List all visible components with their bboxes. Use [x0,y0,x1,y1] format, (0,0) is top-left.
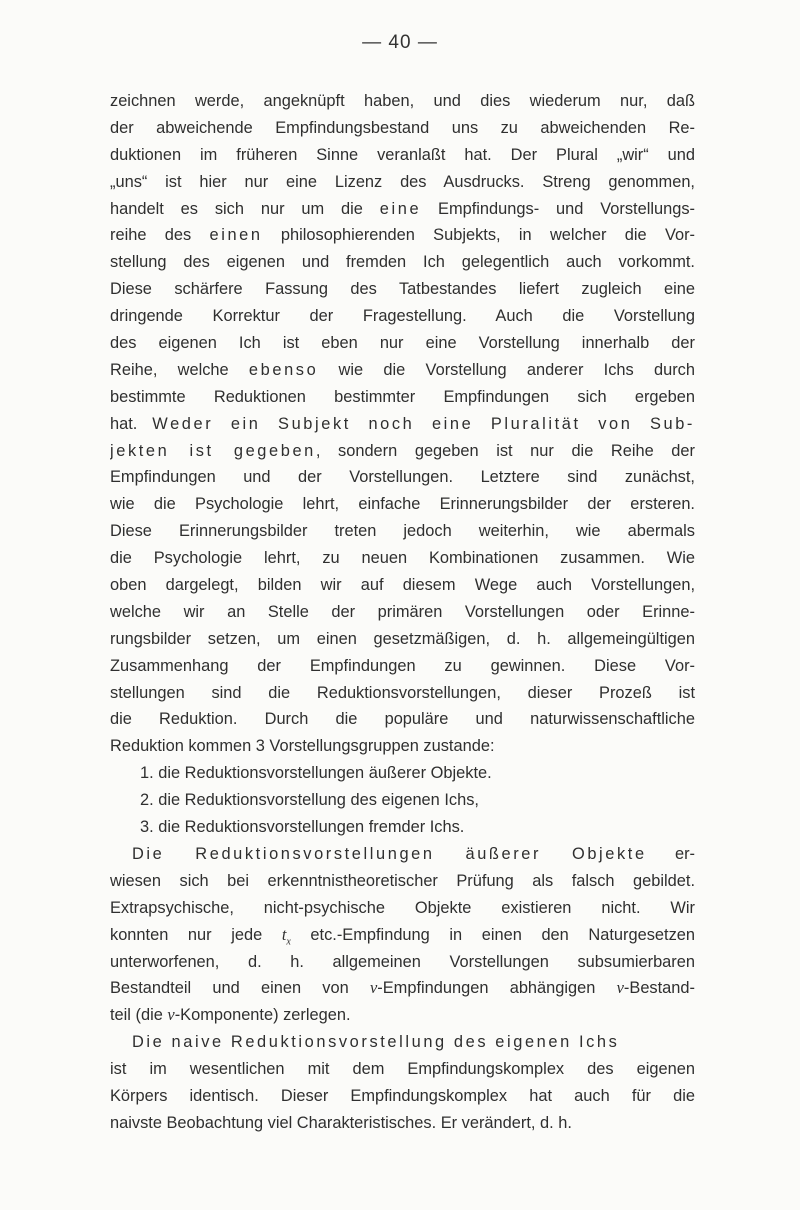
text-line: reihe des einen philosophierenden Subjekts, in welcher die Vor- [110,226,695,245]
spaced-emphasis: eine [379,199,422,218]
body-text [110,88,695,1137]
spaced-emphasis: ebenso [248,360,319,379]
text-line: zeichnen werde, angeknüpft haben, und dies wiederum nur, daß [110,92,695,110]
text-line: dringende Korrektur der Fragestellung. Auch die Vorstellung [110,307,695,326]
text-line: Extrapsychische, nicht-psychische Objekte existieren nicht. Wir [110,898,695,917]
text-line: welche wir an Stelle der primären Vorstellungen oder Erinne- [110,602,695,621]
text-line [110,841,695,868]
text-line: stellungen sind die Reduktionsvorstellungen, dieser Prozeß ist [110,683,695,702]
text-line: rungsbilder setzen, um einen gesetzmäßigen, d. h. allgemeingültigen [110,629,695,648]
text-line: des eigenen Ich ist eben nur eine Vorstellung innerhalb der [110,334,695,353]
spaced-emphasis: Die Reduktionsvorstellungen äußerer Objekte [132,844,647,863]
italic-symbol: $t_x$ [281,924,291,947]
paragraph-2 [110,841,695,1029]
list-item: 3. die Reduktionsvorstellungen fremder Ichs. [140,818,465,837]
italic-symbol: ν [616,978,624,998]
text-line: Empfindungen und der Vorstellungen. Letztere sind zunächst, [110,468,695,487]
spaced-emphasis: einen [209,226,263,245]
paragraph-3 [110,1029,695,1137]
text-line: bestimmte Reduktionen bestimmter Empfindungen sich ergeben [110,387,695,406]
text-line: „uns“ ist hier nur eine Lizenz des Ausdrucks. Streng genommen, [110,172,695,191]
text-line: jekten ist gegeben, sondern gegeben ist nur die Reihe der [110,441,695,460]
text-line: handelt es sich nur um die eine Empfindungs- und Vorstellungs- [110,199,695,218]
page-number: — 40 — [362,32,438,53]
text-line: die Reduktion. Durch die populäre und naturwissenschaftliche [110,710,695,729]
text-fragment: er- [646,844,695,863]
text-line: konnten nur jede $t_x$ etc.-Empfindung in einen den Naturgesetzen [110,924,695,947]
text-line: der abweichende Empfindungsbestand uns zu abweichenden Re- [110,118,695,137]
text-line: Bestandteil und einen von ν-Empfindungen abhängigen ν-Bestand- [110,978,695,998]
text-line: naivste Beobachtung viel Charakteristisches. Er verändert, d. h. [110,1113,572,1132]
list-item: 1. die Reduktionsvorstellungen äußerer Objekte. [140,764,492,783]
list-item: 2. die Reduktionsvorstellung des eigenen Ichs, [140,791,479,810]
text-line: stellung des eigenen und fremden Ich gelegentlich auch vorkommt. [110,253,695,272]
text-line: teil (die ν-Komponente) zerlegen. [110,1005,351,1025]
text-line: hat. Weder ein Subjekt noch eine Pluralität von Sub- [110,414,695,433]
spaced-emphasis: Weder ein Subjekt noch eine Pluralität von Sub- [152,414,695,433]
text-line: Reduktion kommen 3 Vorstellungsgruppen zustande: [110,737,495,756]
text-line: duktionen im früheren Sinne veranlaßt hat. Der Plural „wir“ und [110,145,695,164]
text-line: oben dargelegt, bilden wir auf diesem Wege auch Vorstellungen, [110,576,695,595]
text-line: die Psychologie lehrt, zu neuen Kombinationen zusammen. Wie [110,549,695,568]
paragraph-1 [110,88,695,760]
text-line: Körpers identisch. Dieser Empfindungskomplex hat auch für die [110,1086,695,1105]
text-line: Diese schärfere Fassung des Tatbestandes liefert zugleich eine [110,280,695,299]
text-line: Reihe, welche ebenso wie die Vorstellung anderer Ichs durch [110,360,695,379]
spaced-emphasis: jekten ist gegeben [110,441,316,460]
reduction-groups-list [110,760,695,841]
spaced-emphasis: Die naive Reduktionsvorstellung des eigenen Ichs [132,1033,620,1052]
text-line: Diese Erinnerungsbilder treten jedoch weiterhin, wie abermals [110,522,695,541]
text-line [110,1029,695,1056]
text-line: Zusammenhang der Empfindungen zu gewinnen. Diese Vor- [110,656,695,675]
text-line: unterworfenen, d. h. allgemeinen Vorstellungen subsumierbaren [110,952,695,971]
text-line: wiesen sich bei erkenntnistheoretischer Prüfung als falsch gebildet. [110,871,695,890]
text-line: ist im wesentlichen mit dem Empfindungskomplex des eigenen [110,1060,695,1079]
text-line: wie die Psychologie lehrt, einfache Erinnerungsbilder der ersteren. [110,495,695,514]
italic-symbol: ν [370,978,378,998]
italic-symbol: ν [167,1005,175,1025]
